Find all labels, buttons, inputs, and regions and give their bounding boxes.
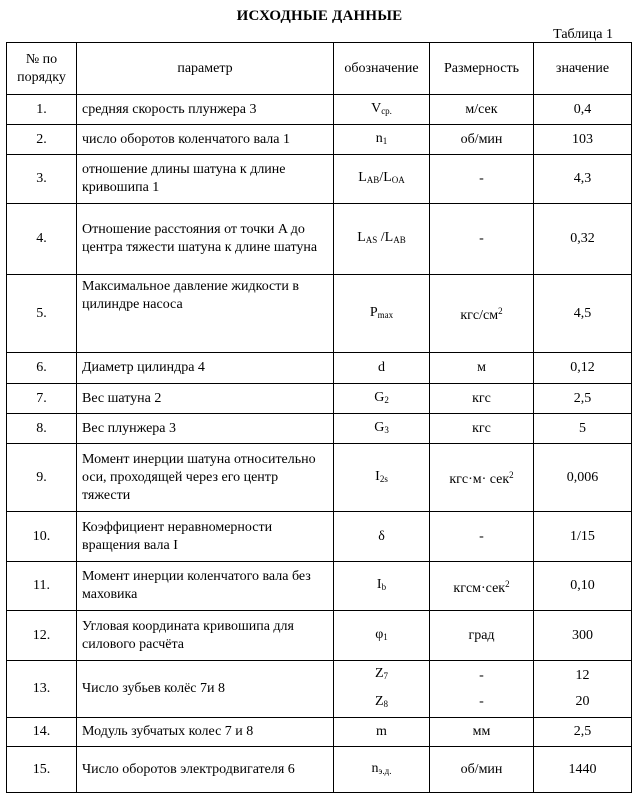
row-param: Максимальное давление жидкости в цилиндре насоса — [77, 275, 334, 353]
row-num: 11. — [7, 562, 77, 611]
table-row — [7, 562, 632, 611]
header-value: значение — [534, 43, 632, 95]
row-unit: - - — [430, 661, 534, 718]
row-num: 12. — [7, 611, 77, 661]
row-unit: кгсм·сек$^2$ — [430, 562, 534, 611]
row-symbol: δ — [334, 512, 430, 562]
header-num: № по порядку — [7, 43, 77, 95]
row-param: Число зубьев колёс 7и 8 — [77, 661, 334, 718]
header-unit: Размерность — [430, 43, 534, 95]
table-row — [7, 155, 632, 204]
row-symbol: $L_{AB}/L_{OA}$ — [334, 155, 430, 204]
table-row — [7, 384, 632, 414]
row-param: отношение длины шатуна к длине кривошипа 1 — [77, 155, 334, 204]
row-value: 2,5 — [534, 718, 632, 747]
row-value: 1/15 — [534, 512, 632, 562]
row-symbol: $I_b$ — [334, 562, 430, 611]
table-row — [7, 414, 632, 444]
row-num: 7. — [7, 384, 77, 414]
row-num: 14. — [7, 718, 77, 747]
row-param: Угловая координата кривошипа для силового расчёта — [77, 611, 334, 661]
row-param: Вес шатуна 2 — [77, 384, 334, 414]
row-param: средняя скорость плунжера 3 — [77, 95, 334, 125]
row-unit: м/сек — [430, 95, 534, 125]
row-unit: - — [430, 512, 534, 562]
row-symbol: $V_{ср.}$ — [334, 95, 430, 125]
table-row — [7, 95, 632, 125]
row-param: Отношение расстояния от точки A до центра тяжести шатуна к длине шатуна — [77, 204, 334, 275]
header-row — [7, 43, 632, 95]
row-value: 0,12 — [534, 353, 632, 384]
row-value: 0,4 — [534, 95, 632, 125]
row-symbol: $n_{э.д.}$ — [334, 747, 430, 793]
row-value: 0,006 — [534, 444, 632, 512]
table-row — [7, 444, 632, 512]
row-value: 5 — [534, 414, 632, 444]
row-symbol: $P_{max}$ — [334, 275, 430, 353]
row-param: Число оборотов электродвигателя 6 — [77, 747, 334, 793]
row-value: 1440 — [534, 747, 632, 793]
row-unit: - — [430, 155, 534, 204]
row-num: 13. — [7, 661, 77, 718]
row-num: 9. — [7, 444, 77, 512]
row-unit: кгс — [430, 414, 534, 444]
row-unit: - — [430, 204, 534, 275]
row-value: 103 — [534, 125, 632, 155]
row-symbol: m — [334, 718, 430, 747]
header-symbol: обозначение — [334, 43, 430, 95]
table-row — [7, 611, 632, 661]
page-title: ИСХОДНЫЕ ДАННЫЕ — [236, 8, 403, 24]
table-row — [7, 512, 632, 562]
row-value: 0,32 — [534, 204, 632, 275]
row-param: Момент инерции коленчатого вала без маховика — [77, 562, 334, 611]
row-unit: м — [430, 353, 534, 384]
row-num: 4. — [7, 204, 77, 275]
row-symbol: $G_2$ — [334, 384, 430, 414]
row-unit: об/мин — [430, 747, 534, 793]
row-value: 4,3 — [534, 155, 632, 204]
row-unit: кгс/$см^2$ — [430, 275, 534, 353]
row-param: число оборотов коленчатого вала 1 — [77, 125, 334, 155]
row-symbol: $L_{AS}$ $/L_{AB}$ — [334, 204, 430, 275]
row-num: 8. — [7, 414, 77, 444]
row-num: 6. — [7, 353, 77, 384]
row-param: Коэффициент неравномерности вращения вала I — [77, 512, 334, 562]
table-row — [7, 661, 632, 718]
row-unit: кгс·м· сек$^2$ — [430, 444, 534, 512]
header-param: параметр — [77, 43, 334, 95]
table-row — [7, 353, 632, 384]
row-symbol: $n_1$ — [334, 125, 430, 155]
row-param: Модуль зубчатых колес 7 и 8 — [77, 718, 334, 747]
row-num: 5. — [7, 275, 77, 353]
row-param: Момент инерции шатуна относительно оси, проходящей через его центр тяжести — [77, 444, 334, 512]
data-table — [6, 42, 632, 793]
table-row — [7, 125, 632, 155]
row-symbol: $Z_7$ $Z_8$ — [334, 661, 430, 718]
row-symbol: $G_3$ — [334, 414, 430, 444]
row-value: 12 20 — [534, 661, 632, 718]
table-row — [7, 204, 632, 275]
row-param: Вес плунжера 3 — [77, 414, 334, 444]
row-value: 4,5 — [534, 275, 632, 353]
table-row — [7, 275, 632, 353]
table-label: Таблица 1 — [553, 27, 613, 42]
row-value: 300 — [534, 611, 632, 661]
row-symbol: $\varphi_1$ — [334, 611, 430, 661]
row-unit: мм — [430, 718, 534, 747]
row-value: 0,10 — [534, 562, 632, 611]
table-row — [7, 718, 632, 747]
row-num: 10. — [7, 512, 77, 562]
row-unit: об/мин — [430, 125, 534, 155]
row-num: 2. — [7, 125, 77, 155]
row-param: Диаметр цилиндра 4 — [77, 353, 334, 384]
row-unit: кгс — [430, 384, 534, 414]
table-row — [7, 747, 632, 793]
row-unit: град — [430, 611, 534, 661]
row-value: 2,5 — [534, 384, 632, 414]
row-num: 3. — [7, 155, 77, 204]
row-num: 1. — [7, 95, 77, 125]
row-symbol: d — [334, 353, 430, 384]
row-num: 15. — [7, 747, 77, 793]
row-symbol: $I_{2s}$ — [334, 444, 430, 512]
